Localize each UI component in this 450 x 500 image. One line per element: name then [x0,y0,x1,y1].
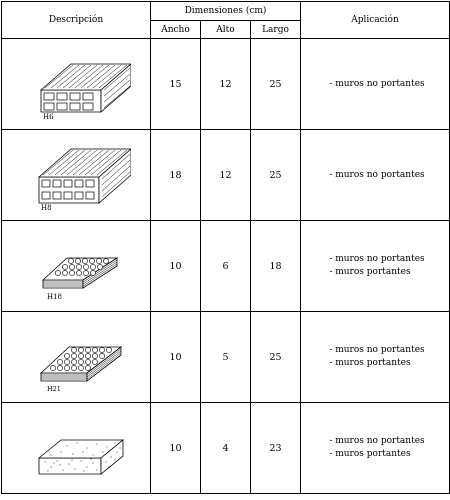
ancho-cell: 10 [151,221,201,312]
aplicacion-cell [301,130,450,221]
header-largo: Largo [251,21,301,39]
largo-cell: 25 [251,312,301,403]
description-cell [2,312,151,403]
brick-table [1,1,450,494]
largo-cell: 25 [251,39,301,130]
header-ancho: Ancho [151,21,201,39]
header-row [2,2,450,21]
table-row [2,312,450,403]
header-descripcion: Descripción [2,2,151,39]
hollow-brick-8-icon [21,139,131,211]
alto-cell: 6 [201,221,251,312]
table-row [2,39,450,130]
ancho-cell: 10 [151,312,201,403]
aplicacion-item: - muros portantes [329,267,411,277]
aplicacion-item: - muros no portantes [329,78,425,89]
brick-code-label: H18 [47,293,63,301]
ancho-cell: 10 [151,403,201,494]
aplicacion-item: - muros portantes [329,449,411,459]
table-row [2,221,450,312]
aplicacion-item: - muros no portantes [329,169,425,180]
perforated-brick-21-icon [21,321,131,393]
hollow-brick-6-icon [21,48,131,120]
description-cell [2,39,151,130]
brick-code-label: H6 [43,113,54,120]
largo-cell: 18 [251,221,301,312]
table-row [2,130,450,221]
table-row [2,403,450,494]
largo-cell: 23 [251,403,301,494]
ancho-cell: 15 [151,39,201,130]
alto-cell: 4 [201,403,251,494]
brick-code-label: H21 [47,385,61,393]
aplicacion-cell [301,39,450,130]
header-aplicacion: Aplicación [301,2,450,39]
largo-cell: 25 [251,130,301,221]
header-alto: Alto [201,21,251,39]
solid-brick-icon [21,412,131,484]
alto-cell: 5 [201,312,251,403]
description-cell [2,130,151,221]
aplicacion-cell [301,312,450,403]
ancho-cell: 18 [151,130,201,221]
header-dimensiones: Dimensiones (cm) [151,2,301,21]
perforated-brick-18-icon [21,230,131,302]
aplicacion-cell [301,403,450,494]
aplicacion-cell [301,221,450,312]
alto-cell: 12 [201,39,251,130]
alto-cell: 12 [201,130,251,221]
description-cell [2,221,151,312]
aplicacion-item: - muros portantes [329,358,411,368]
aplicacion-item: - muros no portantes [329,345,425,355]
aplicacion-item: - muros no portantes [329,436,425,446]
description-cell [2,403,151,494]
aplicacion-item: - muros no portantes [329,254,425,264]
brick-code-label: H8 [41,204,52,211]
